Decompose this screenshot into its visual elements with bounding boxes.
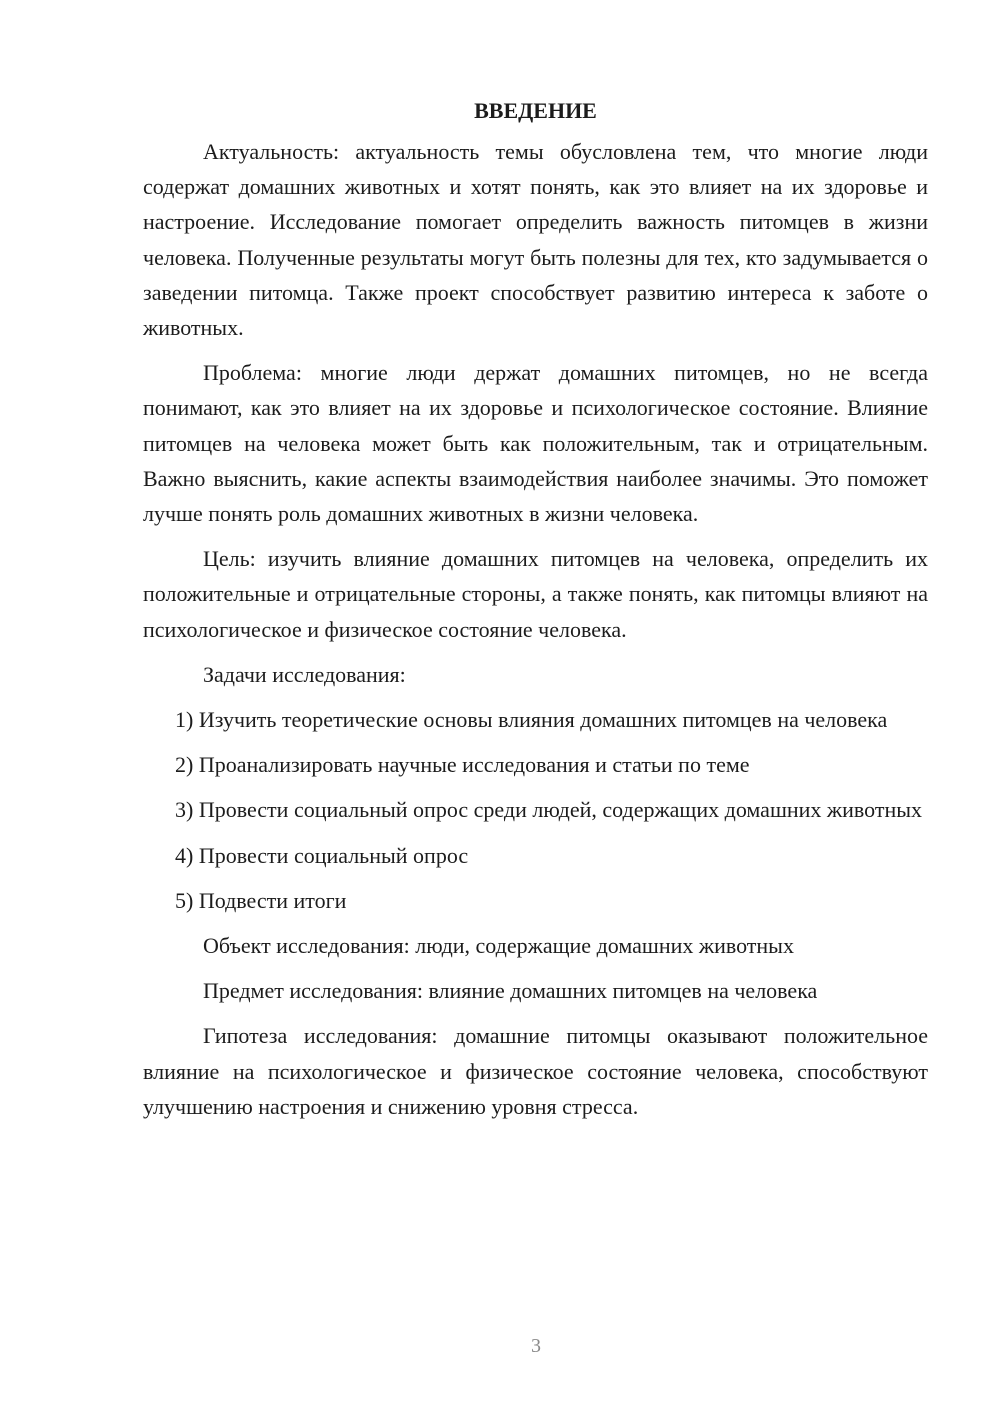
task-item-5: 5) Подвести итоги	[175, 887, 347, 913]
page-content	[143, 98, 928, 1124]
research-hypothesis: Гипотеза исследования: домашние питомцы оказывают положительное влияние на психологическое и физическое состояние человека, способствуют улучшению настроения и снижению уровня стресса.	[143, 1023, 928, 1119]
research-subject: Предмет исследования: влияние домашних питомцев на человека	[203, 978, 818, 1004]
task-item-4: 4) Провести социальный опрос	[175, 842, 469, 868]
page-number: 3	[531, 1335, 541, 1357]
tasks-title: Задачи исследования:	[203, 661, 406, 687]
task-item-1: 1) Изучить теоретические основы влияния домашних питомцев на человека	[175, 707, 888, 733]
goal-paragraph: Цель: изучить влияние домашних питомцев на человека, определить их положительные и отрицательные стороны, а также понять, как питомцы влияют на психологическое и физическое состояние человека.	[143, 546, 928, 642]
problem-paragraph: Проблема: многие люди держат домашних питомцев, но не всегда понимают, как это влияет на их здоровье и психологическое состояние. Влияние питомцев на человека может быть как положительным, так и отрицательным. Важно выяснить, какие аспекты взаимодействия наиболее значимы. Это поможет лучше понять роль домашних животных в жизни человека.	[143, 360, 928, 527]
task-item-2: 2) Проанализировать научные исследования и статьи по теме	[175, 752, 750, 778]
relevance-paragraph: Актуальность: актуальность темы обусловлена тем, что многие люди содержат домашних животных и хотят понять, как это влияет на их здоровье и настроение. Исследование помогает определить важность питомцев в жизни человека. Полученные результаты могут быть полезны для тех, кто задумывается о заведении питомца. Также проект способствует развитию интереса к заботе о животных.	[143, 139, 928, 341]
task-item-3: 3) Провести социальный опрос среди людей, содержащих домашних животных	[175, 797, 923, 823]
research-object: Объект исследования: люди, содержащие домашних животных	[203, 933, 794, 959]
page-title: ВВЕДЕНИЕ	[474, 98, 597, 123]
